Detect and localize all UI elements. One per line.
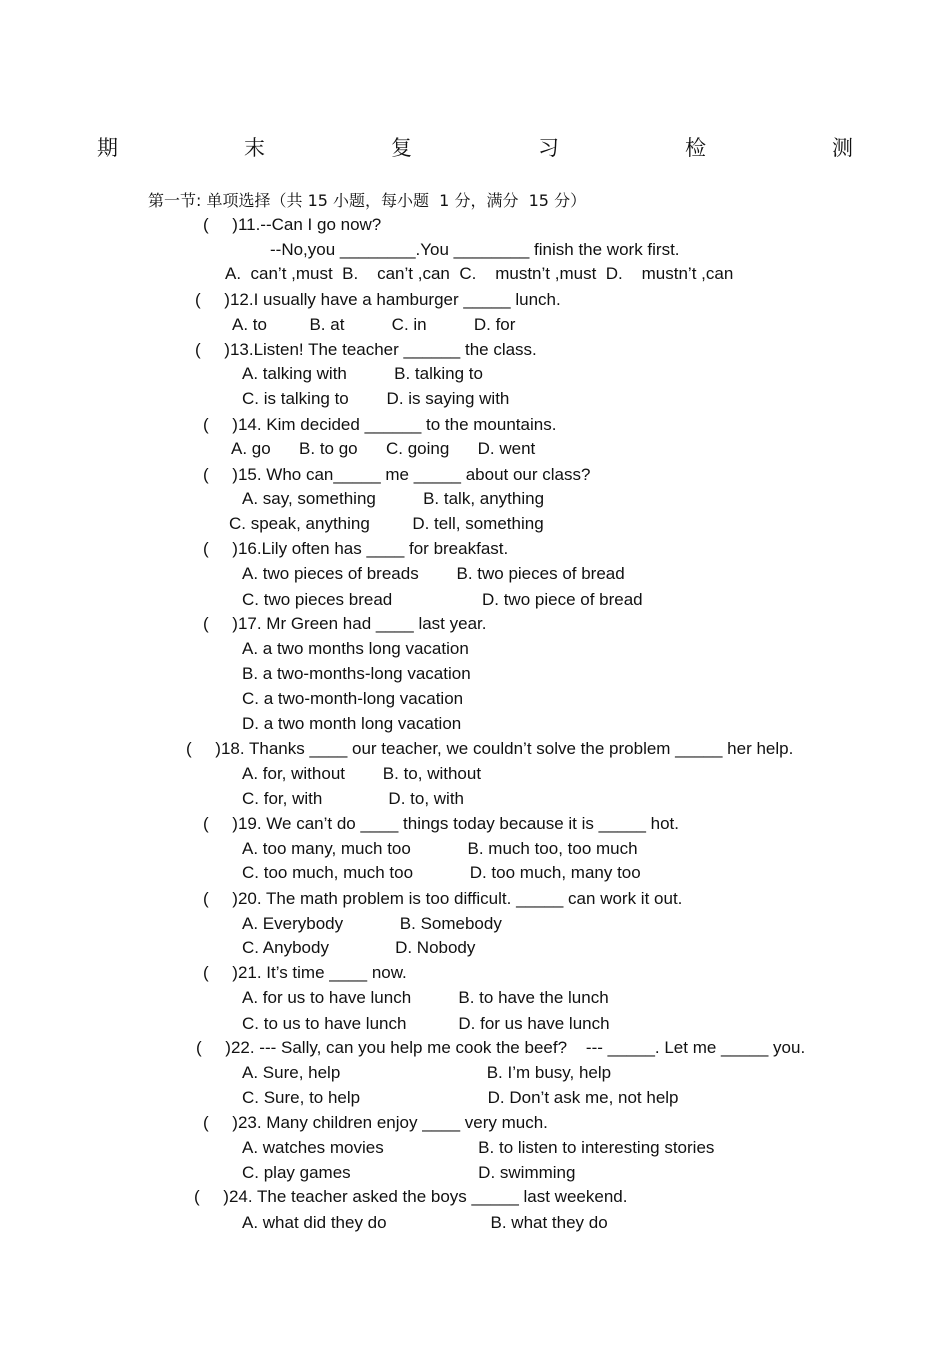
title-char: 期: [97, 136, 118, 160]
question-24-options-ab: A. what did they do B. what they do: [242, 1213, 608, 1232]
question-17-option-d: D. a two month long vacation: [242, 714, 462, 733]
title-char: 末: [244, 136, 265, 160]
question-14: ( )14. Kim decided ______ to the mountains.: [203, 415, 557, 434]
question-16: ( )16.Lily often has ____ for breakfast.: [203, 539, 509, 558]
question-22-options-cd: C. Sure, to help D. Don’t ask me, not help: [242, 1088, 679, 1107]
question-15: ( )15. Who can_____ me _____ about our class?: [203, 465, 591, 484]
question-20: ( )20. The math problem is too difficult. _____ can work it out.: [203, 889, 683, 908]
question-19-options-ab: A. too many, much too B. much too, too much: [242, 839, 638, 858]
question-14-options: A. go B. to go C. going D. went: [231, 439, 536, 458]
question-11: ( )11.--Can I go now?: [203, 215, 382, 234]
question-23-options-ab: A. watches movies B. to listen to interesting stories: [242, 1138, 715, 1157]
question-17: ( )17. Mr Green had ____ last year.: [203, 614, 487, 633]
question-16-options-cd: C. two pieces bread D. two piece of bread: [242, 590, 643, 609]
question-21-options-cd: C. to us to have lunch D. for us have lunch: [242, 1014, 610, 1033]
question-13-options-ab: A. talking with B. talking to: [242, 364, 483, 383]
section-heading: 第一节: 单项选择（共 15 小题，每小题 1 分，满分 15 分）: [148, 191, 587, 210]
question-16-options-ab: A. two pieces of breads B. two pieces of bread: [242, 564, 625, 583]
question-21: ( )21. It’s time ____ now.: [203, 963, 407, 982]
title-char: 习: [538, 136, 559, 160]
question-20-options-cd: C. Anybody D. Nobody: [242, 938, 476, 957]
question-15-options-cd: C. speak, anything D. tell, something: [229, 514, 544, 533]
question-23: ( )23. Many children enjoy ____ very much.: [203, 1113, 548, 1132]
question-19-options-cd: C. too much, much too D. too much, many too: [242, 863, 641, 882]
question-19: ( )19. We can’t do ____ things today because it is _____ hot.: [203, 814, 679, 833]
question-18-options-cd: C. for, with D. to, with: [242, 789, 465, 808]
question-17-option-c: C. a two-month-long vacation: [242, 689, 464, 708]
page-title: [97, 132, 853, 162]
question-11-line-2: --No,you ________.You ________ finish the work first.: [270, 240, 680, 259]
question-13: ( )13.Listen! The teacher ______ the class.: [195, 340, 537, 359]
question-13-options-cd: C. is talking to D. is saying with: [242, 389, 510, 408]
question-12: ( )12.I usually have a hamburger _____ lunch.: [195, 290, 561, 309]
title-char: 复: [391, 136, 412, 160]
question-12-options: A. to B. at C. in D. for: [232, 315, 516, 334]
question-20-options-ab: A. Everybody B. Somebody: [242, 914, 502, 933]
title-char: 测: [832, 136, 853, 160]
question-22-options-ab: A. Sure, help B. I’m busy, help: [242, 1063, 612, 1082]
question-24: ( )24. The teacher asked the boys _____ last weekend.: [194, 1187, 628, 1206]
question-18: ( )18. Thanks ____ our teacher, we couldn’t solve the problem _____ her help.: [186, 739, 794, 758]
title-char: 检: [685, 136, 706, 160]
question-23-options-cd: C. play games D. swimming: [242, 1163, 576, 1182]
question-18-options-ab: A. for, without B. to, without: [242, 764, 482, 783]
question-17-option-b: B. a two-months-long vacation: [242, 664, 471, 683]
question-21-options-ab: A. for us to have lunch B. to have the lunch: [242, 988, 609, 1007]
question-22: ( )22. --- Sally, can you help me cook the beef? --- _____. Let me _____ you.: [196, 1038, 806, 1057]
question-15-options-ab: A. say, something B. talk, anything: [242, 489, 545, 508]
question-17-option-a: A. a two months long vacation: [242, 639, 469, 658]
question-11-options: A. can’t ,must B. can’t ,can C. mustn’t ,must D. mustn’t ,can: [225, 264, 734, 283]
